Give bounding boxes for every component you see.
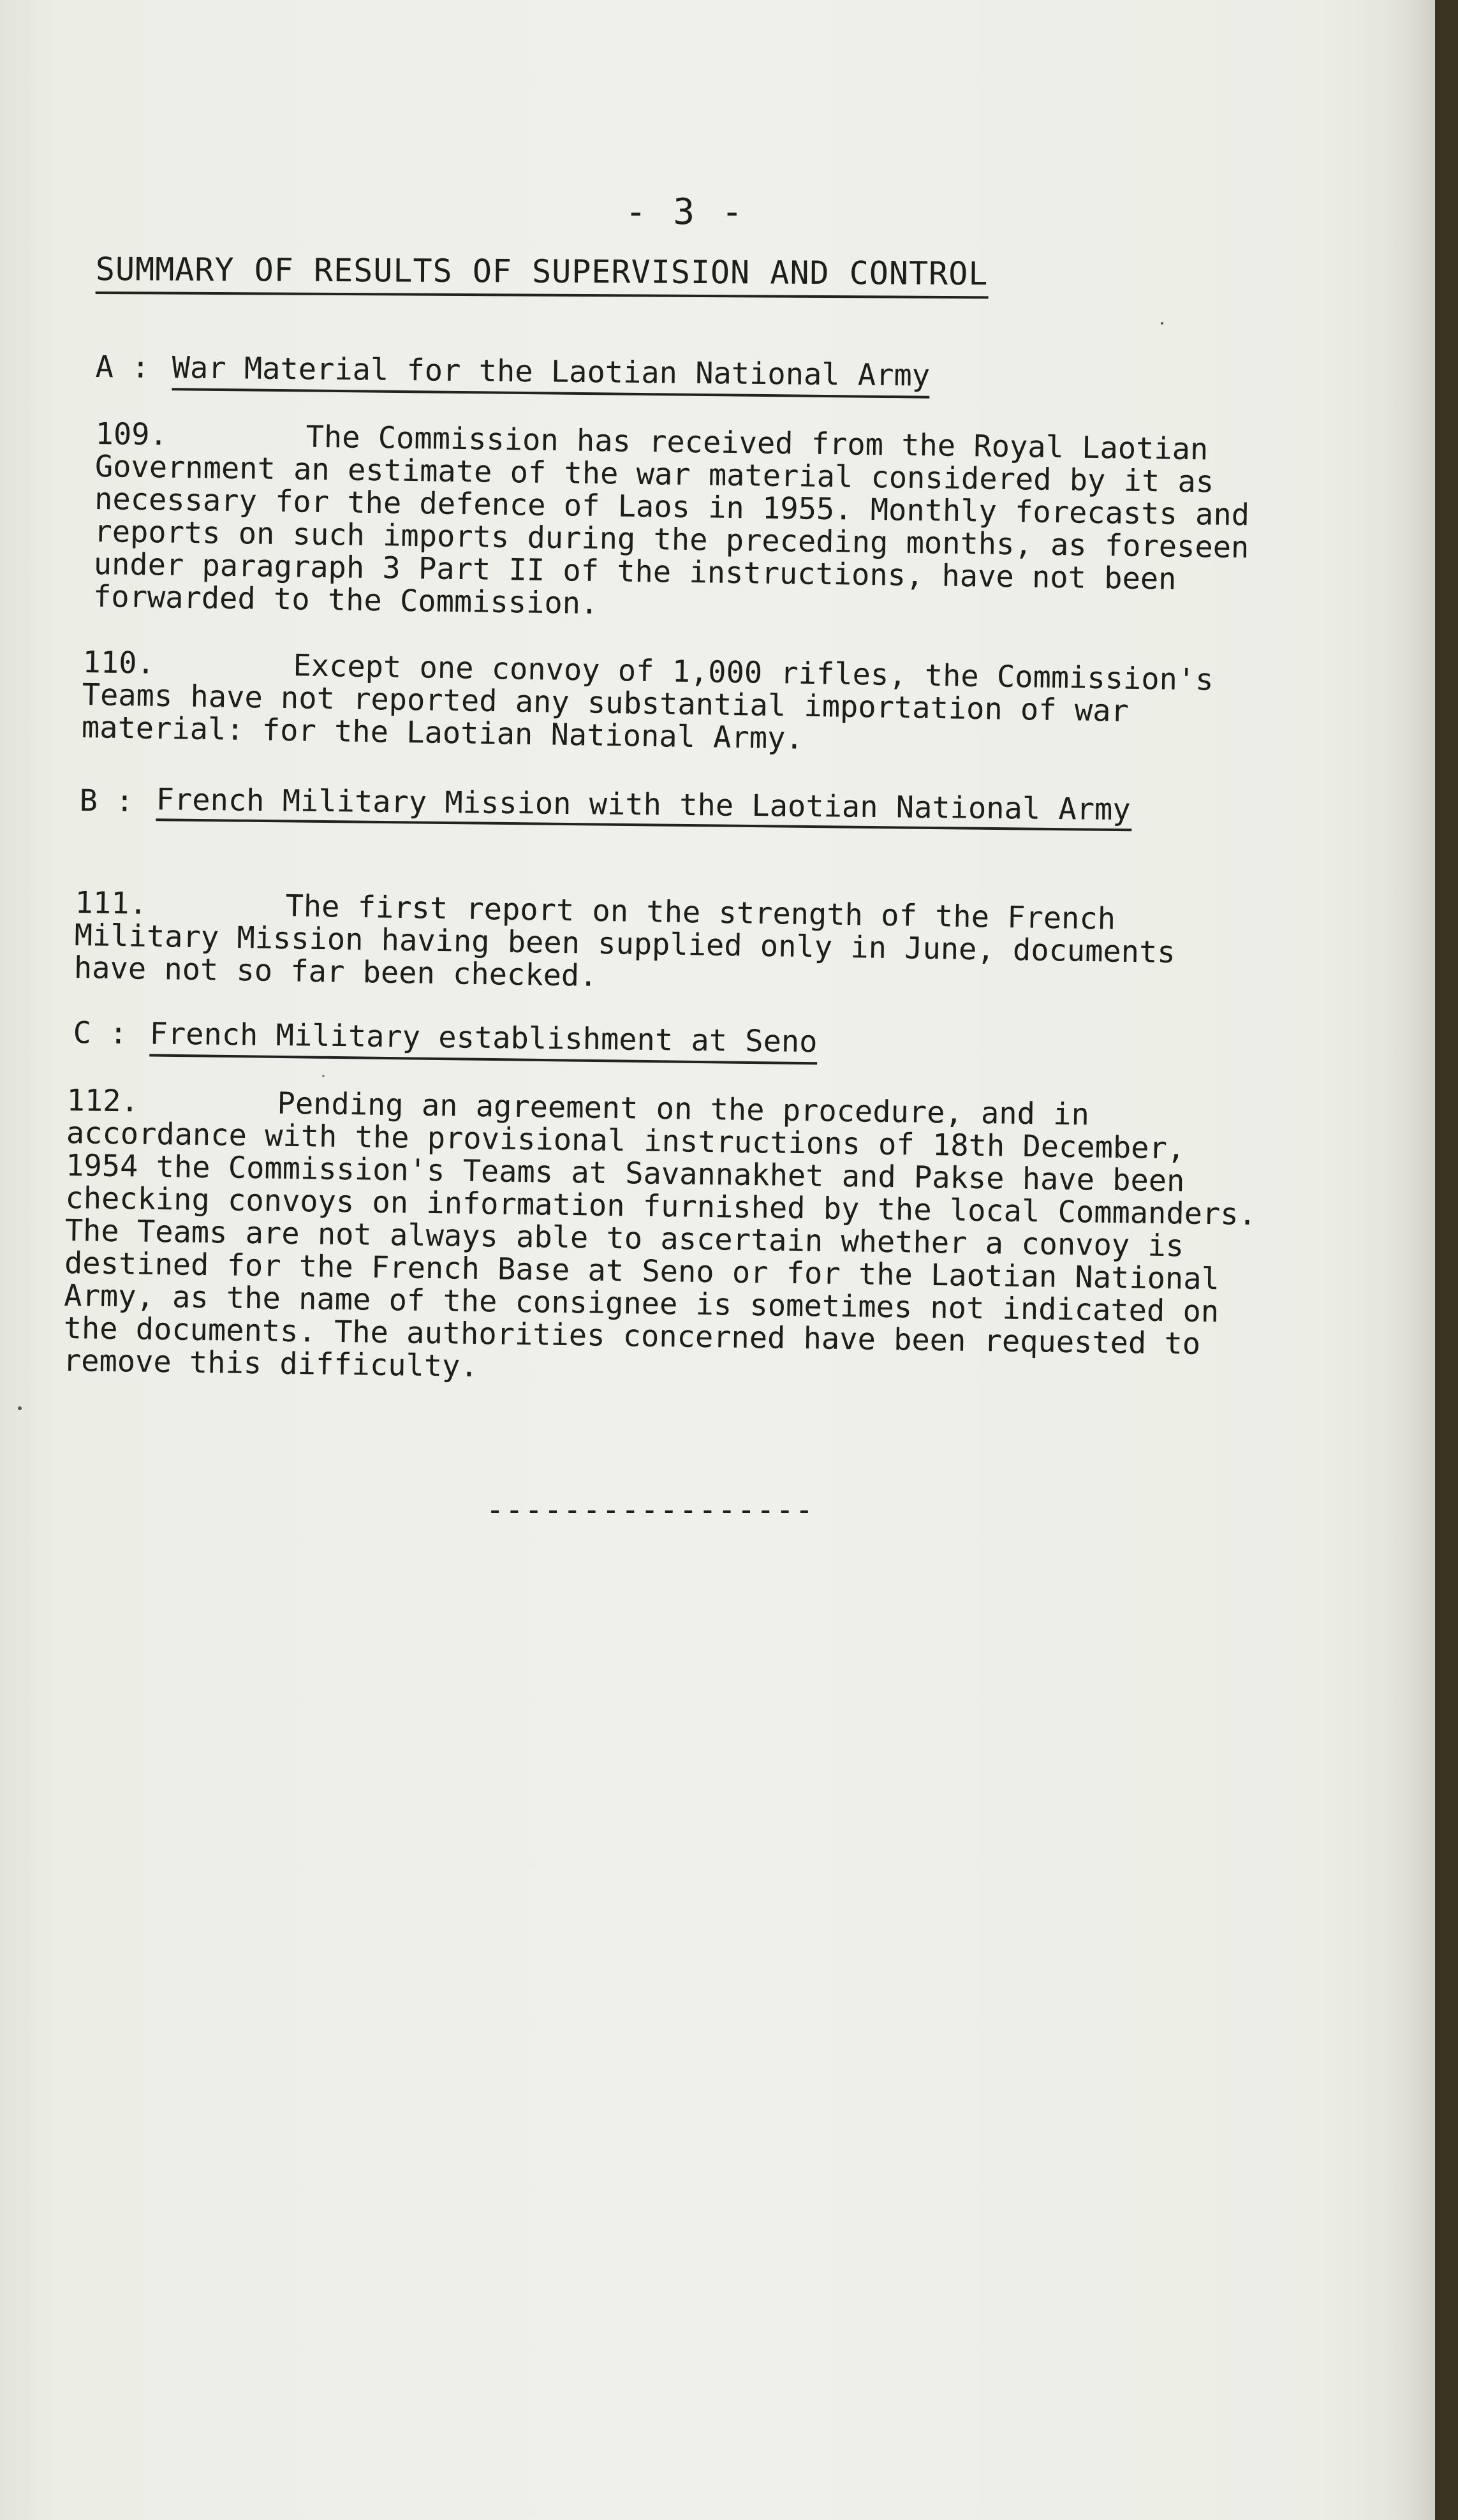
paragraph-text: Except one convoy of 1,000 rifles, the Commission's Teams have not reported any substantial importation of war material: for the Laotian National Army. <box>81 648 1214 756</box>
scan-speck <box>1161 322 1163 325</box>
scan-speck <box>18 1406 22 1410</box>
paragraph-number: 111. <box>75 885 148 922</box>
section-letter: B : <box>79 783 134 819</box>
section-title: War Material for the Laotian National Army <box>172 350 930 398</box>
paragraph-number: 110. <box>82 645 156 681</box>
scan-border <box>1435 0 1458 2520</box>
page-edge-shadow <box>1381 0 1435 2520</box>
paragraph-112 <box>63 1084 1269 1394</box>
paragraph-number: 112. <box>66 1083 140 1119</box>
scan-speck <box>322 1075 325 1077</box>
section-title: French Military Mission with the Laotian National Army <box>156 784 1132 831</box>
paragraph-text: The Commission has received from the Royal Laotian Government an estimate of the war material considered by it as necessary for the defence of Laos in 1955. Monthly forecasts and reports on such imports during the preceding months, as foreseen under paragraph 3 Part II of the instructions, have not been forwarded to the Commission. <box>92 419 1250 622</box>
paragraph-110 <box>82 646 1250 762</box>
page-number: - 3 - <box>625 191 746 233</box>
section-letter: C : <box>73 1015 128 1052</box>
page-title: SUMMARY OF RESULTS OF SUPERVISION AND CONTROL <box>96 251 989 298</box>
section-title: French Military establishment at Seno <box>149 1016 818 1065</box>
paragraph-109 <box>93 418 1276 630</box>
section-letter: A : <box>95 350 150 385</box>
closing-rule: ----------------- <box>486 1492 815 1528</box>
paragraph-text: The first report on the strength of the French Military Mission having been supplied only in June, documents have not so far been checked. <box>73 888 1176 994</box>
paragraph-text: Pending an agreement on the procedure, and in accordance with the provisional instructions of 18th December, 1954 the Commission's Teams at Savannakhet and Pakse have been checking convoys on information furnished by the local Commanders. The Teams are not always able to ascertain whether a convoy is destined for the French Base at Seno or for the Laotian National Army, as the name of the consignee is sometimes not indicated on the documents. The authorities concerned have been requested to remove this difficulty. <box>63 1086 1257 1385</box>
paragraph-number: 109. <box>95 416 168 453</box>
paragraph-111 <box>74 887 1249 1003</box>
